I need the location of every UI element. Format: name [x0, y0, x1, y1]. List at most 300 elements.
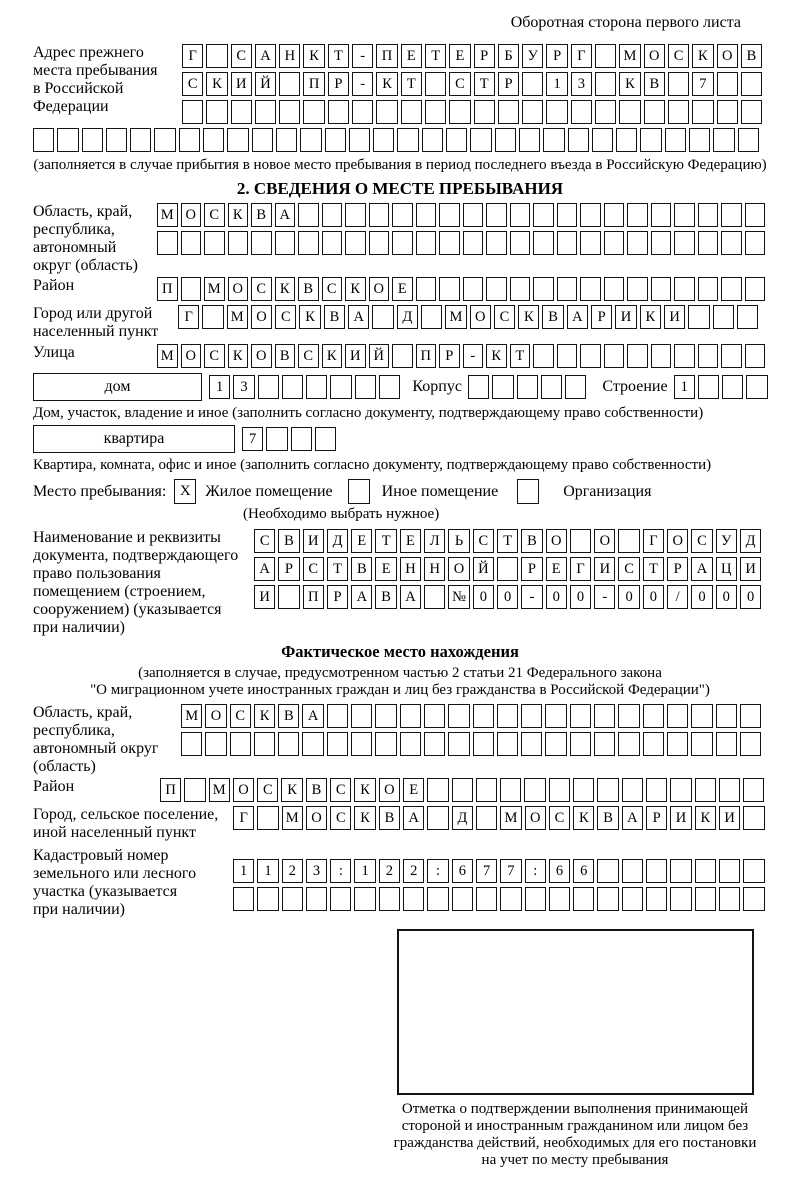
- char-cell[interactable]: И: [231, 72, 252, 96]
- char-cell[interactable]: М: [204, 277, 225, 301]
- char-cell[interactable]: А: [691, 557, 712, 581]
- char-cell[interactable]: [397, 128, 418, 152]
- char-cell[interactable]: [474, 100, 495, 124]
- char-cell[interactable]: [486, 231, 507, 255]
- char-cell[interactable]: [741, 72, 762, 96]
- char-cell[interactable]: 3: [233, 375, 254, 399]
- char-cell[interactable]: К: [228, 344, 249, 368]
- char-cell[interactable]: [570, 732, 591, 756]
- char-cell[interactable]: Т: [643, 557, 664, 581]
- char-cell[interactable]: О: [205, 704, 226, 728]
- char-cell[interactable]: [604, 231, 625, 255]
- char-cell[interactable]: 0: [740, 585, 761, 609]
- char-cell[interactable]: [533, 277, 554, 301]
- char-cell[interactable]: [315, 427, 336, 451]
- char-cell[interactable]: А: [622, 806, 643, 830]
- char-cell[interactable]: [375, 732, 396, 756]
- char-cell[interactable]: У: [522, 44, 543, 68]
- char-cell[interactable]: [369, 203, 390, 227]
- char-cell[interactable]: [328, 100, 349, 124]
- char-cell[interactable]: Т: [510, 344, 531, 368]
- char-cell[interactable]: А: [403, 806, 424, 830]
- char-cell[interactable]: [510, 203, 531, 227]
- char-cell[interactable]: [674, 203, 695, 227]
- char-cell[interactable]: [627, 344, 648, 368]
- char-cell[interactable]: [719, 859, 740, 883]
- char-cell[interactable]: [255, 100, 276, 124]
- char-cell[interactable]: С: [204, 203, 225, 227]
- char-cell[interactable]: [570, 529, 591, 553]
- char-cell[interactable]: [181, 277, 202, 301]
- char-cell[interactable]: [392, 344, 413, 368]
- char-cell[interactable]: К: [518, 305, 539, 329]
- char-cell[interactable]: К: [254, 704, 275, 728]
- char-cell[interactable]: М: [619, 44, 640, 68]
- char-cell[interactable]: [597, 887, 618, 911]
- char-cell[interactable]: И: [740, 557, 761, 581]
- char-cell[interactable]: [643, 732, 664, 756]
- char-cell[interactable]: [688, 305, 709, 329]
- char-cell[interactable]: [692, 100, 713, 124]
- char-cell[interactable]: [573, 887, 594, 911]
- char-cell[interactable]: [619, 100, 640, 124]
- char-cell[interactable]: [345, 203, 366, 227]
- char-cell[interactable]: [717, 100, 738, 124]
- char-cell[interactable]: О: [470, 305, 491, 329]
- char-cell[interactable]: В: [375, 585, 396, 609]
- char-cell[interactable]: В: [324, 305, 345, 329]
- char-cell[interactable]: [622, 778, 643, 802]
- char-cell[interactable]: Е: [449, 44, 470, 68]
- char-cell[interactable]: [424, 585, 445, 609]
- char-cell[interactable]: С: [691, 529, 712, 553]
- char-cell[interactable]: Ц: [716, 557, 737, 581]
- char-cell[interactable]: 0: [473, 585, 494, 609]
- char-cell[interactable]: [330, 375, 351, 399]
- char-cell[interactable]: [510, 231, 531, 255]
- char-cell[interactable]: [643, 704, 664, 728]
- char-cell[interactable]: [184, 778, 205, 802]
- char-cell[interactable]: Г: [570, 557, 591, 581]
- char-cell[interactable]: /: [667, 585, 688, 609]
- char-cell[interactable]: [476, 887, 497, 911]
- char-cell[interactable]: 2: [379, 859, 400, 883]
- char-cell[interactable]: П: [157, 277, 178, 301]
- char-cell[interactable]: С: [275, 305, 296, 329]
- char-cell[interactable]: [521, 704, 542, 728]
- char-cell[interactable]: Т: [327, 557, 348, 581]
- char-cell[interactable]: [497, 732, 518, 756]
- char-cell[interactable]: [33, 128, 54, 152]
- char-cell[interactable]: -: [352, 72, 373, 96]
- char-cell[interactable]: [486, 277, 507, 301]
- char-cell[interactable]: [721, 277, 742, 301]
- char-cell[interactable]: [349, 128, 370, 152]
- char-cell[interactable]: А: [254, 557, 275, 581]
- char-cell[interactable]: [352, 100, 373, 124]
- char-cell[interactable]: П: [416, 344, 437, 368]
- char-cell[interactable]: [422, 128, 443, 152]
- char-cell[interactable]: [721, 203, 742, 227]
- char-cell[interactable]: [416, 203, 437, 227]
- char-cell[interactable]: [713, 128, 734, 152]
- char-cell[interactable]: [713, 305, 734, 329]
- char-cell[interactable]: [674, 277, 695, 301]
- char-cell[interactable]: П: [303, 585, 324, 609]
- char-cell[interactable]: С: [322, 277, 343, 301]
- char-cell[interactable]: С: [182, 72, 203, 96]
- char-cell[interactable]: [646, 887, 667, 911]
- char-cell[interactable]: 7: [242, 427, 263, 451]
- char-cell[interactable]: [667, 732, 688, 756]
- char-cell[interactable]: О: [228, 277, 249, 301]
- char-cell[interactable]: [276, 128, 297, 152]
- char-cell[interactable]: К: [573, 806, 594, 830]
- char-cell[interactable]: [106, 128, 127, 152]
- char-cell[interactable]: [439, 203, 460, 227]
- char-cell[interactable]: В: [741, 44, 762, 68]
- char-cell[interactable]: О: [233, 778, 254, 802]
- char-cell[interactable]: [470, 128, 491, 152]
- char-cell[interactable]: [594, 704, 615, 728]
- char-cell[interactable]: К: [345, 277, 366, 301]
- char-cell[interactable]: [740, 704, 761, 728]
- char-cell[interactable]: [492, 375, 513, 399]
- char-cell[interactable]: [302, 732, 323, 756]
- char-cell[interactable]: [674, 231, 695, 255]
- char-cell[interactable]: [580, 203, 601, 227]
- char-cell[interactable]: [719, 887, 740, 911]
- char-cell[interactable]: 1: [354, 859, 375, 883]
- char-cell[interactable]: А: [348, 305, 369, 329]
- char-cell[interactable]: В: [278, 529, 299, 553]
- char-cell[interactable]: 3: [571, 72, 592, 96]
- char-cell[interactable]: 7: [500, 859, 521, 883]
- char-cell[interactable]: О: [717, 44, 738, 68]
- char-cell[interactable]: В: [597, 806, 618, 830]
- char-cell[interactable]: [533, 231, 554, 255]
- char-cell[interactable]: Е: [401, 44, 422, 68]
- char-cell[interactable]: :: [427, 859, 448, 883]
- char-cell[interactable]: 0: [691, 585, 712, 609]
- char-cell[interactable]: М: [209, 778, 230, 802]
- char-cell[interactable]: [717, 72, 738, 96]
- char-cell[interactable]: С: [449, 72, 470, 96]
- char-cell[interactable]: [452, 887, 473, 911]
- char-cell[interactable]: С: [231, 44, 252, 68]
- char-cell[interactable]: [322, 203, 343, 227]
- char-cell[interactable]: 1: [546, 72, 567, 96]
- checkbox-residential[interactable]: X: [174, 479, 196, 504]
- char-cell[interactable]: [745, 231, 766, 255]
- char-cell[interactable]: [205, 732, 226, 756]
- char-cell[interactable]: Т: [497, 529, 518, 553]
- char-cell[interactable]: [618, 529, 639, 553]
- char-cell[interactable]: [257, 887, 278, 911]
- char-cell[interactable]: [473, 704, 494, 728]
- char-cell[interactable]: [425, 100, 446, 124]
- char-cell[interactable]: О: [251, 344, 272, 368]
- char-cell[interactable]: С: [298, 344, 319, 368]
- char-cell[interactable]: О: [379, 778, 400, 802]
- char-cell[interactable]: [594, 732, 615, 756]
- char-cell[interactable]: [597, 859, 618, 883]
- char-cell[interactable]: [746, 375, 767, 399]
- char-cell[interactable]: [545, 704, 566, 728]
- char-cell[interactable]: С: [303, 557, 324, 581]
- char-cell[interactable]: [570, 704, 591, 728]
- char-cell[interactable]: №: [448, 585, 469, 609]
- char-cell[interactable]: И: [719, 806, 740, 830]
- char-cell[interactable]: С: [618, 557, 639, 581]
- char-cell[interactable]: Й: [255, 72, 276, 96]
- char-cell[interactable]: 1: [209, 375, 230, 399]
- char-cell[interactable]: [743, 859, 764, 883]
- char-cell[interactable]: [401, 100, 422, 124]
- char-cell[interactable]: [745, 203, 766, 227]
- char-cell[interactable]: [698, 231, 719, 255]
- char-cell[interactable]: [392, 231, 413, 255]
- char-cell[interactable]: [568, 128, 589, 152]
- char-cell[interactable]: К: [486, 344, 507, 368]
- char-cell[interactable]: 0: [618, 585, 639, 609]
- char-cell[interactable]: [325, 128, 346, 152]
- char-cell[interactable]: [379, 887, 400, 911]
- char-cell[interactable]: Р: [328, 72, 349, 96]
- char-cell[interactable]: [400, 732, 421, 756]
- char-cell[interactable]: С: [330, 778, 351, 802]
- char-cell[interactable]: [303, 100, 324, 124]
- char-cell[interactable]: [416, 277, 437, 301]
- char-cell[interactable]: [468, 375, 489, 399]
- char-cell[interactable]: А: [567, 305, 588, 329]
- char-cell[interactable]: [557, 344, 578, 368]
- char-cell[interactable]: [691, 704, 712, 728]
- char-cell[interactable]: М: [157, 203, 178, 227]
- char-cell[interactable]: [595, 100, 616, 124]
- char-cell[interactable]: [282, 375, 303, 399]
- char-cell[interactable]: Е: [375, 557, 396, 581]
- char-cell[interactable]: [740, 732, 761, 756]
- char-cell[interactable]: 0: [497, 585, 518, 609]
- char-cell[interactable]: [549, 887, 570, 911]
- char-cell[interactable]: [351, 704, 372, 728]
- char-cell[interactable]: [545, 732, 566, 756]
- char-cell[interactable]: -: [521, 585, 542, 609]
- char-cell[interactable]: В: [521, 529, 542, 553]
- char-cell[interactable]: [500, 778, 521, 802]
- char-cell[interactable]: [82, 128, 103, 152]
- char-cell[interactable]: Р: [521, 557, 542, 581]
- char-cell[interactable]: 1: [257, 859, 278, 883]
- char-cell[interactable]: М: [500, 806, 521, 830]
- char-cell[interactable]: И: [303, 529, 324, 553]
- char-cell[interactable]: Т: [401, 72, 422, 96]
- char-cell[interactable]: О: [667, 529, 688, 553]
- char-cell[interactable]: С: [204, 344, 225, 368]
- char-cell[interactable]: С: [494, 305, 515, 329]
- char-cell[interactable]: [665, 128, 686, 152]
- char-cell[interactable]: [206, 100, 227, 124]
- char-cell[interactable]: О: [181, 203, 202, 227]
- char-cell[interactable]: С: [473, 529, 494, 553]
- char-cell[interactable]: 2: [282, 859, 303, 883]
- char-cell[interactable]: К: [354, 778, 375, 802]
- char-cell[interactable]: К: [299, 305, 320, 329]
- char-cell[interactable]: В: [278, 704, 299, 728]
- char-cell[interactable]: [604, 277, 625, 301]
- char-cell[interactable]: Т: [425, 44, 446, 68]
- char-cell[interactable]: [522, 100, 543, 124]
- char-cell[interactable]: [476, 806, 497, 830]
- char-cell[interactable]: [278, 585, 299, 609]
- char-cell[interactable]: [640, 128, 661, 152]
- char-cell[interactable]: [595, 44, 616, 68]
- char-cell[interactable]: [745, 277, 766, 301]
- char-cell[interactable]: [228, 231, 249, 255]
- char-cell[interactable]: 3: [306, 859, 327, 883]
- char-cell[interactable]: К: [354, 806, 375, 830]
- char-cell[interactable]: -: [594, 585, 615, 609]
- char-cell[interactable]: Г: [182, 44, 203, 68]
- char-cell[interactable]: [231, 100, 252, 124]
- char-cell[interactable]: В: [644, 72, 665, 96]
- char-cell[interactable]: [400, 704, 421, 728]
- char-cell[interactable]: В: [275, 344, 296, 368]
- char-cell[interactable]: И: [345, 344, 366, 368]
- char-cell[interactable]: [375, 704, 396, 728]
- char-cell[interactable]: [500, 887, 521, 911]
- char-cell[interactable]: [306, 887, 327, 911]
- char-cell[interactable]: [473, 732, 494, 756]
- char-cell[interactable]: [695, 859, 716, 883]
- char-cell[interactable]: Н: [424, 557, 445, 581]
- char-cell[interactable]: [497, 704, 518, 728]
- char-cell[interactable]: [549, 778, 570, 802]
- char-cell[interactable]: [618, 732, 639, 756]
- char-cell[interactable]: [604, 203, 625, 227]
- char-cell[interactable]: О: [448, 557, 469, 581]
- char-cell[interactable]: Й: [369, 344, 390, 368]
- char-cell[interactable]: П: [303, 72, 324, 96]
- char-cell[interactable]: 2: [403, 859, 424, 883]
- char-cell[interactable]: [722, 375, 743, 399]
- char-cell[interactable]: [721, 231, 742, 255]
- char-cell[interactable]: П: [376, 44, 397, 68]
- char-cell[interactable]: [580, 231, 601, 255]
- char-cell[interactable]: [227, 128, 248, 152]
- char-cell[interactable]: [306, 375, 327, 399]
- char-cell[interactable]: [497, 557, 518, 581]
- char-cell[interactable]: К: [206, 72, 227, 96]
- char-cell[interactable]: Р: [439, 344, 460, 368]
- char-cell[interactable]: Т: [375, 529, 396, 553]
- char-cell[interactable]: :: [525, 859, 546, 883]
- char-cell[interactable]: [738, 128, 759, 152]
- char-cell[interactable]: В: [306, 778, 327, 802]
- char-cell[interactable]: 1: [674, 375, 695, 399]
- char-cell[interactable]: 7: [476, 859, 497, 883]
- char-cell[interactable]: Н: [400, 557, 421, 581]
- char-cell[interactable]: [372, 305, 393, 329]
- char-cell[interactable]: 0: [570, 585, 591, 609]
- char-cell[interactable]: [257, 806, 278, 830]
- char-cell[interactable]: К: [692, 44, 713, 68]
- char-cell[interactable]: [427, 778, 448, 802]
- char-cell[interactable]: [668, 72, 689, 96]
- char-cell[interactable]: Г: [178, 305, 199, 329]
- char-cell[interactable]: [592, 128, 613, 152]
- char-cell[interactable]: К: [695, 806, 716, 830]
- char-cell[interactable]: [416, 231, 437, 255]
- char-cell[interactable]: [369, 231, 390, 255]
- char-cell[interactable]: К: [303, 44, 324, 68]
- char-cell[interactable]: [580, 344, 601, 368]
- char-cell[interactable]: [651, 203, 672, 227]
- char-cell[interactable]: [425, 72, 446, 96]
- char-cell[interactable]: [230, 732, 251, 756]
- char-cell[interactable]: [130, 128, 151, 152]
- char-cell[interactable]: [300, 128, 321, 152]
- char-cell[interactable]: К: [640, 305, 661, 329]
- char-cell[interactable]: [327, 704, 348, 728]
- char-cell[interactable]: И: [664, 305, 685, 329]
- char-cell[interactable]: -: [352, 44, 373, 68]
- char-cell[interactable]: -: [463, 344, 484, 368]
- char-cell[interactable]: [424, 704, 445, 728]
- char-cell[interactable]: [521, 732, 542, 756]
- char-cell[interactable]: О: [546, 529, 567, 553]
- char-cell[interactable]: Е: [403, 778, 424, 802]
- char-cell[interactable]: [716, 732, 737, 756]
- char-cell[interactable]: [203, 128, 224, 152]
- char-cell[interactable]: Т: [474, 72, 495, 96]
- char-cell[interactable]: [57, 128, 78, 152]
- char-cell[interactable]: [627, 231, 648, 255]
- checkbox-organization[interactable]: [517, 479, 539, 504]
- char-cell[interactable]: Е: [400, 529, 421, 553]
- char-cell[interactable]: И: [615, 305, 636, 329]
- char-cell[interactable]: [627, 203, 648, 227]
- char-cell[interactable]: [616, 128, 637, 152]
- char-cell[interactable]: Р: [646, 806, 667, 830]
- char-cell[interactable]: [651, 231, 672, 255]
- char-cell[interactable]: [266, 427, 287, 451]
- char-cell[interactable]: [670, 887, 691, 911]
- char-cell[interactable]: С: [668, 44, 689, 68]
- char-cell[interactable]: [182, 100, 203, 124]
- char-cell[interactable]: [275, 231, 296, 255]
- char-cell[interactable]: М: [282, 806, 303, 830]
- char-cell[interactable]: 6: [549, 859, 570, 883]
- char-cell[interactable]: [254, 732, 275, 756]
- char-cell[interactable]: [716, 704, 737, 728]
- char-cell[interactable]: [698, 344, 719, 368]
- char-cell[interactable]: 0: [546, 585, 567, 609]
- char-cell[interactable]: [571, 100, 592, 124]
- char-cell[interactable]: К: [322, 344, 343, 368]
- char-cell[interactable]: Р: [327, 585, 348, 609]
- char-cell[interactable]: С: [254, 529, 275, 553]
- char-cell[interactable]: [373, 128, 394, 152]
- char-cell[interactable]: [533, 344, 554, 368]
- char-cell[interactable]: [345, 231, 366, 255]
- checkbox-other-premises[interactable]: [348, 479, 370, 504]
- char-cell[interactable]: М: [181, 704, 202, 728]
- char-cell[interactable]: [376, 100, 397, 124]
- char-cell[interactable]: О: [181, 344, 202, 368]
- char-cell[interactable]: Р: [498, 72, 519, 96]
